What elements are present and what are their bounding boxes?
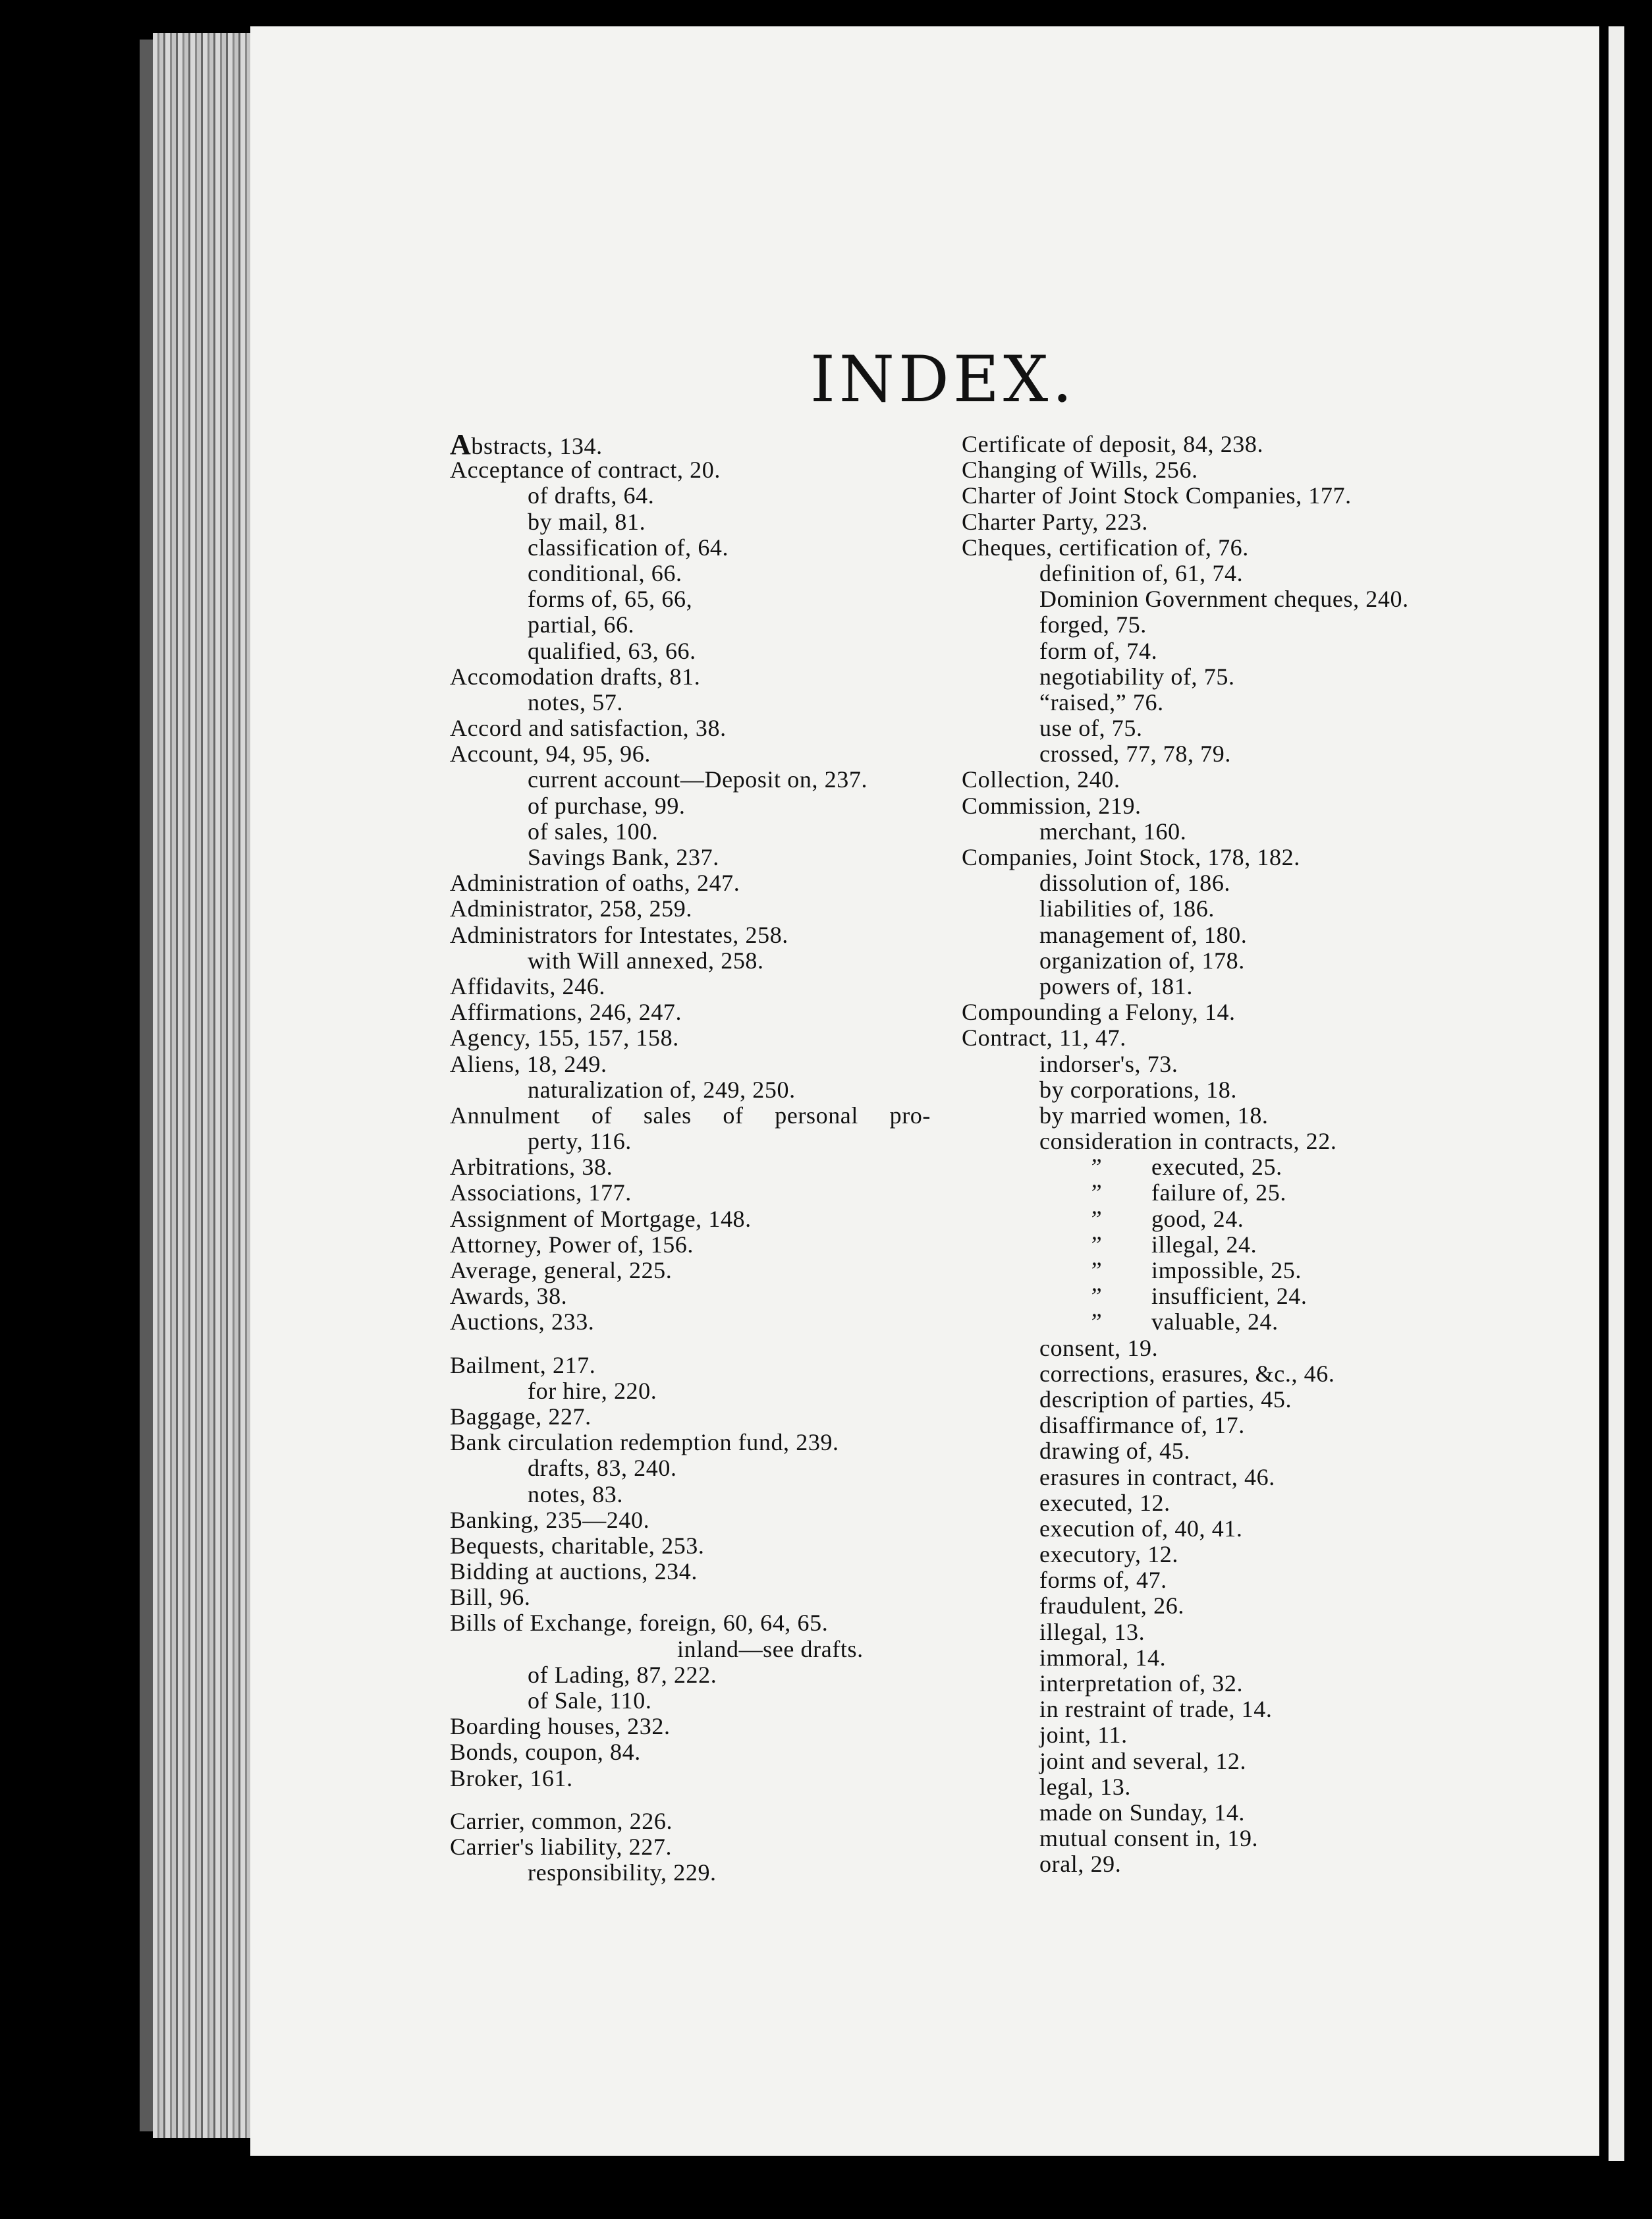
index-entry: responsibility, 229. [528,1859,717,1886]
index-entry: by mail, 81. [528,508,646,535]
index-entry-word: sales [643,1102,692,1129]
index-entry: organization of, 178. [1039,947,1245,974]
index-entry: conditional, 66. [528,559,682,586]
index-entry: Charter of Joint Stock Companies, 177. [962,482,1352,509]
index-column-right [962,432,1489,1878]
index-entry: Banking, 235—240. [450,1506,650,1533]
index-entry: Accord and satisfaction, 38. [450,715,727,742]
index-entry: notes, 83. [528,1480,623,1507]
index-entry: Bequests, charitable, 253. [450,1532,705,1559]
ditto-mark [1039,1180,1151,1206]
index-entry: forms of, 47. [1039,1567,1167,1594]
section-gap [450,1335,950,1353]
index-entry: Savings Bank, 237. [528,844,719,870]
index-entry [962,1283,1489,1309]
index-column-left [450,428,950,1886]
index-entry: in restraint of trade, 14. [1039,1696,1273,1723]
index-entry: Bailment, 217. [450,1351,596,1378]
index-entry: executory, 12. [1039,1541,1178,1568]
index-entry: execution of, 40, 41. [1039,1515,1243,1542]
index-entry: classification of, 64. [528,534,729,561]
index-entry: qualified, 63, 66. [528,637,696,664]
index-entry: Auctions, 233. [450,1308,595,1335]
index-entry: oral, 29. [1039,1851,1122,1878]
index-entry: Administrator, 258, 259. [450,895,692,922]
index-entry: Dominion Government cheques, 240. [1039,586,1409,613]
index-entry: of Sale, 110. [528,1687,652,1714]
index-entry: Compounding a Felony, 14. [962,999,1236,1026]
ditto-mark [1039,1154,1151,1180]
index-entry: Awards, 38. [450,1283,568,1310]
index-entry: of purchase, 99. [528,792,686,819]
index-entry: legal, 13. [1039,1773,1131,1800]
ditto-mark [1039,1309,1151,1335]
index-entry: Boarding houses, 232. [450,1713,671,1740]
index-entry: consent, 19. [1039,1334,1159,1361]
index-entry: Accomodation drafts, 81. [450,663,701,690]
index-entry [962,1258,1489,1283]
index-entry: Affidavits, 246. [450,972,605,999]
index-entry: joint, 11. [1039,1722,1128,1749]
index-entry: Certificate of deposit, 84, 238. [962,431,1264,457]
index-entry [962,1154,1489,1180]
index-entry: powers of, 181. [1039,972,1193,999]
index-entry: current account—Deposit on, 237. [528,766,868,793]
index-entry: liabilities of, 186. [1039,895,1215,922]
index-entry: naturalization of, 249, 250. [528,1076,796,1103]
index-entry: Agency, 155, 157, 158. [450,1025,679,1052]
index-entry: Baggage, 227. [450,1403,592,1430]
index-entry: crossed, 77, 78, 79. [1039,741,1231,768]
index-entry: notes, 57. [528,688,623,716]
index-entry: negotiability of, 75. [1039,663,1235,690]
index-entry: Bill, 96. [450,1584,531,1611]
index-entry: Aliens, 18, 249. [450,1050,607,1077]
index-entry-text: good, 24. [1151,1205,1244,1232]
index-entry [450,428,950,461]
facing-page-edge [1609,26,1624,2161]
index-entry: description of parties, 45. [1039,1386,1292,1413]
index-entry: forged, 75. [1039,611,1147,638]
index-entry: of drafts, 64. [528,482,655,509]
index-entry: Contract, 11, 47. [962,1025,1126,1052]
index-entry: use of, 75. [1039,715,1143,742]
index-entry: interpretation of, 32. [1039,1670,1244,1697]
ditto-mark [1039,1283,1151,1309]
index-entry: Changing of Wills, 256. [962,457,1198,484]
index-entry: dissolution of, 186. [1039,870,1231,897]
index-entry: by corporations, 18. [1039,1076,1237,1103]
index-entry: drafts, 83, 240. [528,1455,677,1482]
index-entry-text: executed, 25. [1151,1154,1282,1181]
index-entry: disaffirmance of, 17. [1039,1412,1245,1439]
index-entry-word: of [723,1102,744,1129]
ditto-mark [1039,1206,1151,1232]
index-entry: Carrier's liability, 227. [450,1833,673,1860]
index-entry: “raised,” 76. [1039,688,1164,716]
index-entry: made on Sunday, 14. [1039,1799,1246,1826]
index-entry: Carrier, common, 226. [450,1807,673,1834]
index-entry: Affirmations, 246, 247. [450,999,682,1026]
index-entry: consideration in contracts, 22. [1039,1128,1337,1155]
index-entry: illegal, 13. [1039,1618,1145,1645]
index-entry-word: pro- [889,1102,931,1129]
page-edges [153,33,252,2138]
index-entry: Charter Party, 223. [962,508,1148,535]
index-entry [450,1103,931,1129]
ditto-mark [1039,1258,1151,1283]
index-entry: mutual consent in, 19. [1039,1825,1259,1852]
index-entry: perty, 116. [528,1128,632,1155]
index-entry: Administration of oaths, 247. [450,870,740,897]
ditto-mark [1039,1232,1151,1258]
index-entry: Account, 94, 95, 96. [450,741,651,768]
index-entry: Administrators for Intestates, 258. [450,921,788,948]
index-entry: Companies, Joint Stock, 178, 182. [962,844,1300,870]
index-entry: erasures in contract, 46. [1039,1463,1275,1490]
index-entry: merchant, 160. [1039,818,1187,845]
index-entry [962,1180,1489,1206]
index-entry: Collection, 240. [962,766,1120,793]
index-entry: Bonds, coupon, 84. [450,1739,641,1766]
index-entry: of Lading, 87, 222. [528,1661,717,1688]
index-entry: by married women, 18. [1039,1102,1269,1129]
index-entry-text: bstracts, 134. [471,433,603,459]
index-entry: for hire, 220. [528,1377,657,1404]
index-entry: joint and several, 12. [1039,1747,1247,1774]
index-entry [962,1309,1489,1335]
index-entry: of sales, 100. [528,818,659,845]
index-entry: with Will annexed, 258. [528,947,764,974]
index-entry: drawing of, 45. [1039,1438,1190,1465]
index-entry: Acceptance of contract, 20. [450,457,721,484]
index-entry-word: Annulment [450,1102,561,1129]
index-entry: Assignment of Mortgage, 148. [450,1205,752,1232]
index-entry-text: illegal, 24. [1151,1231,1257,1258]
index-entry: Cheques, certification of, 76. [962,534,1249,561]
index-entry: management of, 180. [1039,921,1248,948]
index-entry: Average, general, 225. [450,1257,673,1283]
index-entry: form of, 74. [1039,637,1158,664]
index-entry: executed, 12. [1039,1489,1170,1516]
section-gap [450,1791,950,1809]
index-entry-text: failure of, 25. [1151,1179,1286,1206]
page-title: INDEX. [810,343,1076,416]
index-entry: Attorney, Power of, 156. [450,1231,694,1258]
index-entry-text: insufficient, 24. [1151,1283,1308,1310]
index-entry: Commission, 219. [962,792,1142,819]
index-entry: Arbitrations, 38. [450,1154,613,1181]
index-entry: forms of, 65, 66, [528,586,693,613]
index-entry: partial, 66. [528,611,635,638]
index-entry-word: personal [775,1102,858,1129]
index-entry: definition of, 61, 74. [1039,559,1244,586]
index-entry: fraudulent, 26. [1039,1592,1184,1619]
index-entry: inland—see drafts. [677,1635,864,1662]
index-entry-word: of [592,1102,613,1129]
index-entry: Broker, 161. [450,1764,573,1791]
index-entry-text: impossible, 25. [1151,1257,1302,1283]
index-entry: immoral, 14. [1039,1644,1167,1671]
index-entry [962,1206,1489,1232]
index-entry: indorser's, 73. [1039,1050,1178,1077]
index-entry: Bank circulation redemption fund, 239. [450,1429,839,1456]
index-entry: Associations, 177. [450,1179,632,1206]
index-entry-text: valuable, 24. [1151,1308,1279,1335]
index-entry [962,1232,1489,1258]
index-entry: Bidding at auctions, 234. [450,1558,698,1585]
initial-letter: A [450,428,472,461]
index-entry: Bills of Exchange, foreign, 60, 64, 65. [450,1610,829,1637]
index-entry: corrections, erasures, &c., 46. [1039,1360,1335,1387]
